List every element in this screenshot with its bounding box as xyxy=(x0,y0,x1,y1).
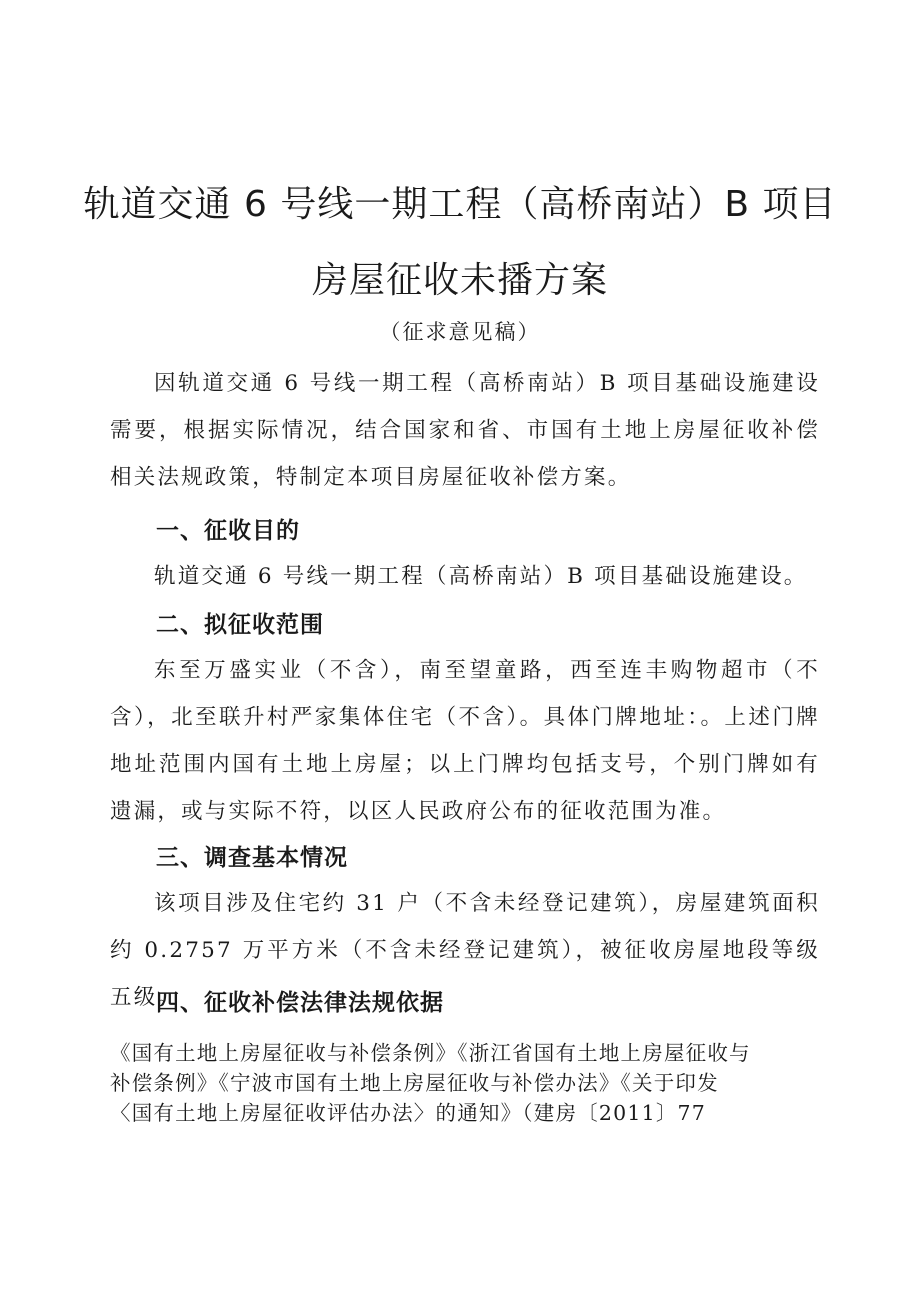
intro-paragraph: 因轨道交通 6 号线一期工程（高桥南站）B 项目基础设施建设需要，根据实际情况，结合国家和省、市国有土地上房屋征收补偿相关法规政策，特制定本项目房屋征收补偿方案。 xyxy=(110,371,820,490)
section-body-scope: 东至万盛实业（不含），南至望童路，西至连丰购物超市（不含），北至联升村严家集体住宅（不含）。具体门牌地址：。上述门牌地址范围内国有土地上房屋；以上门牌均包括支号，个别门牌如有遗漏，或与实际不符，以区人民政府公布的征收范围为准。 xyxy=(110,658,820,824)
section-heading-survey: 三、调查基本情况 xyxy=(156,845,348,871)
legal-basis-line: 〈国有土地上房屋征收评估办法〉的通知》（建房〔2011〕77 xyxy=(110,1101,707,1125)
section-heading-purpose: 一、征收目的 xyxy=(156,518,300,544)
section-body-survey: 该项目涉及住宅约 31 户（不含未经登记建筑），房屋建筑面积约 0.2757 万平方米（不含未经登记建筑），被征收房屋地段等级五级。 xyxy=(110,891,821,1010)
legal-basis-list xyxy=(110,1038,830,1128)
document-subtitle: （征求意见稿） xyxy=(379,320,541,344)
section-heading-legal-basis: 四、征收补偿法律法规依据 xyxy=(156,990,444,1016)
document-title-line-1: 轨道交通 6 号线一期工程（高桥南站）B 项目 xyxy=(83,184,837,225)
section-body-purpose: 轨道交通 6 号线一期工程（高桥南站）B 项目基础设施建设。 xyxy=(154,564,808,589)
section-heading-scope: 二、拟征收范围 xyxy=(156,612,324,638)
legal-basis-line: 补偿条例》《宁波市国有土地上房屋征收与补偿办法》《关于印发 xyxy=(110,1071,719,1095)
legal-basis-line: 《国有土地上房屋征收与补偿条例》《浙江省国有土地上房屋征收与 xyxy=(110,1041,751,1065)
document-title-line-2: 房屋征收未播方案 xyxy=(311,260,608,301)
